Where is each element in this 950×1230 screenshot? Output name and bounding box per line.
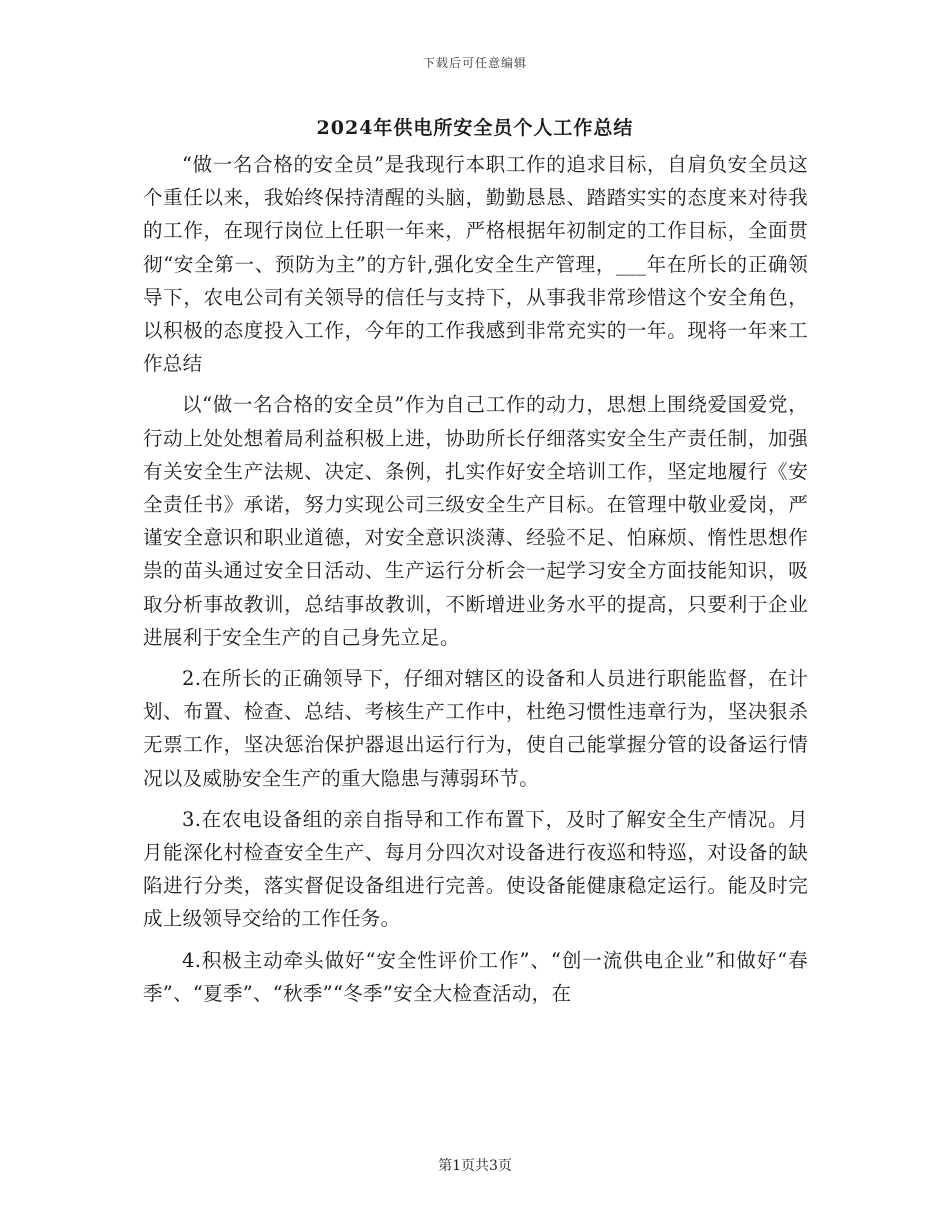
page-number: 第1页共3页 bbox=[438, 1158, 512, 1174]
paragraph-1: “做一名合格的安全员”是我现行本职工作的追求目标，自肩负安全员这个重任以来，我始终保持清醒的头脑，勤勤恳恳、踏踏实实的态度来对待我的工作，在现行岗位上任职一年来，严格根据年初制定的工作目标，全面贯彻“安全第一、预防为主”的方针,强化安全生产管理，___年在所长的正确领导下，农电公司有关领导的信任与支持下，从事我非常珍惜这个安全角色，以积极的态度投入工作，今年的工作我感到非常充实的一年。现将一年来工作总结 bbox=[143, 153, 808, 376]
paragraph-5: 4.积极主动牵头做好“安全性评价工作”、“创一流供电企业”和做好“春季”、“夏季”、“秋季”“冬季”安全大检查活动，在 bbox=[143, 948, 808, 1005]
header-note: 下载后可任意编辑 bbox=[422, 56, 527, 70]
paragraph-2: 以“做一名合格的安全员”作为自己工作的动力，思想上围绕爱国爱党，行动上处处想着局利益积极上进，协助所长仔细落实安全生产责任制，加强有关安全生产法规、决定、条例，扎实作好安全培训工作，坚定地履行《安全责任书》承诺，努力实现公司三级安全生产目标。在管理中敬业爱岗，严谨安全意识和职业道德，对安全意识淡薄、经验不足、怕麻烦、惰性思想作祟的苗头通过安全日活动、生产运行分析会一起学习安全方面技能知识，吸取分析事故教训，总结事故教训，不断增进业务水平的提高，只要利于企业进展利于安全生产的自己身先立足。 bbox=[143, 393, 808, 649]
paragraph-3: 2.在所长的正确领导下，仔细对辖区的设备和人员进行职能监督，在计划、布置、检查、总结、考核生产工作中，杜绝习惯性违章行为，坚决狠杀无票工作，坚决惩治保护器退出运行行为，使自己能掌握分管的设备运行情况以及威胁安全生产的重大隐患与薄弱环节。 bbox=[143, 667, 808, 790]
paragraph-4: 3.在农电设备组的亲自指导和工作布置下，及时了解安全生产情况。月月能深化村检查安全生产、每月分四次对设备进行夜巡和特巡，对设备的缺陷进行分类，落实督促设备组进行完善。使设备能健康稳定运行。能及时完成上级领导交给的工作任务。 bbox=[143, 807, 808, 931]
document-title: 2024年供电所安全员个人工作总结 bbox=[316, 117, 634, 139]
document-body bbox=[143, 148, 808, 1018]
